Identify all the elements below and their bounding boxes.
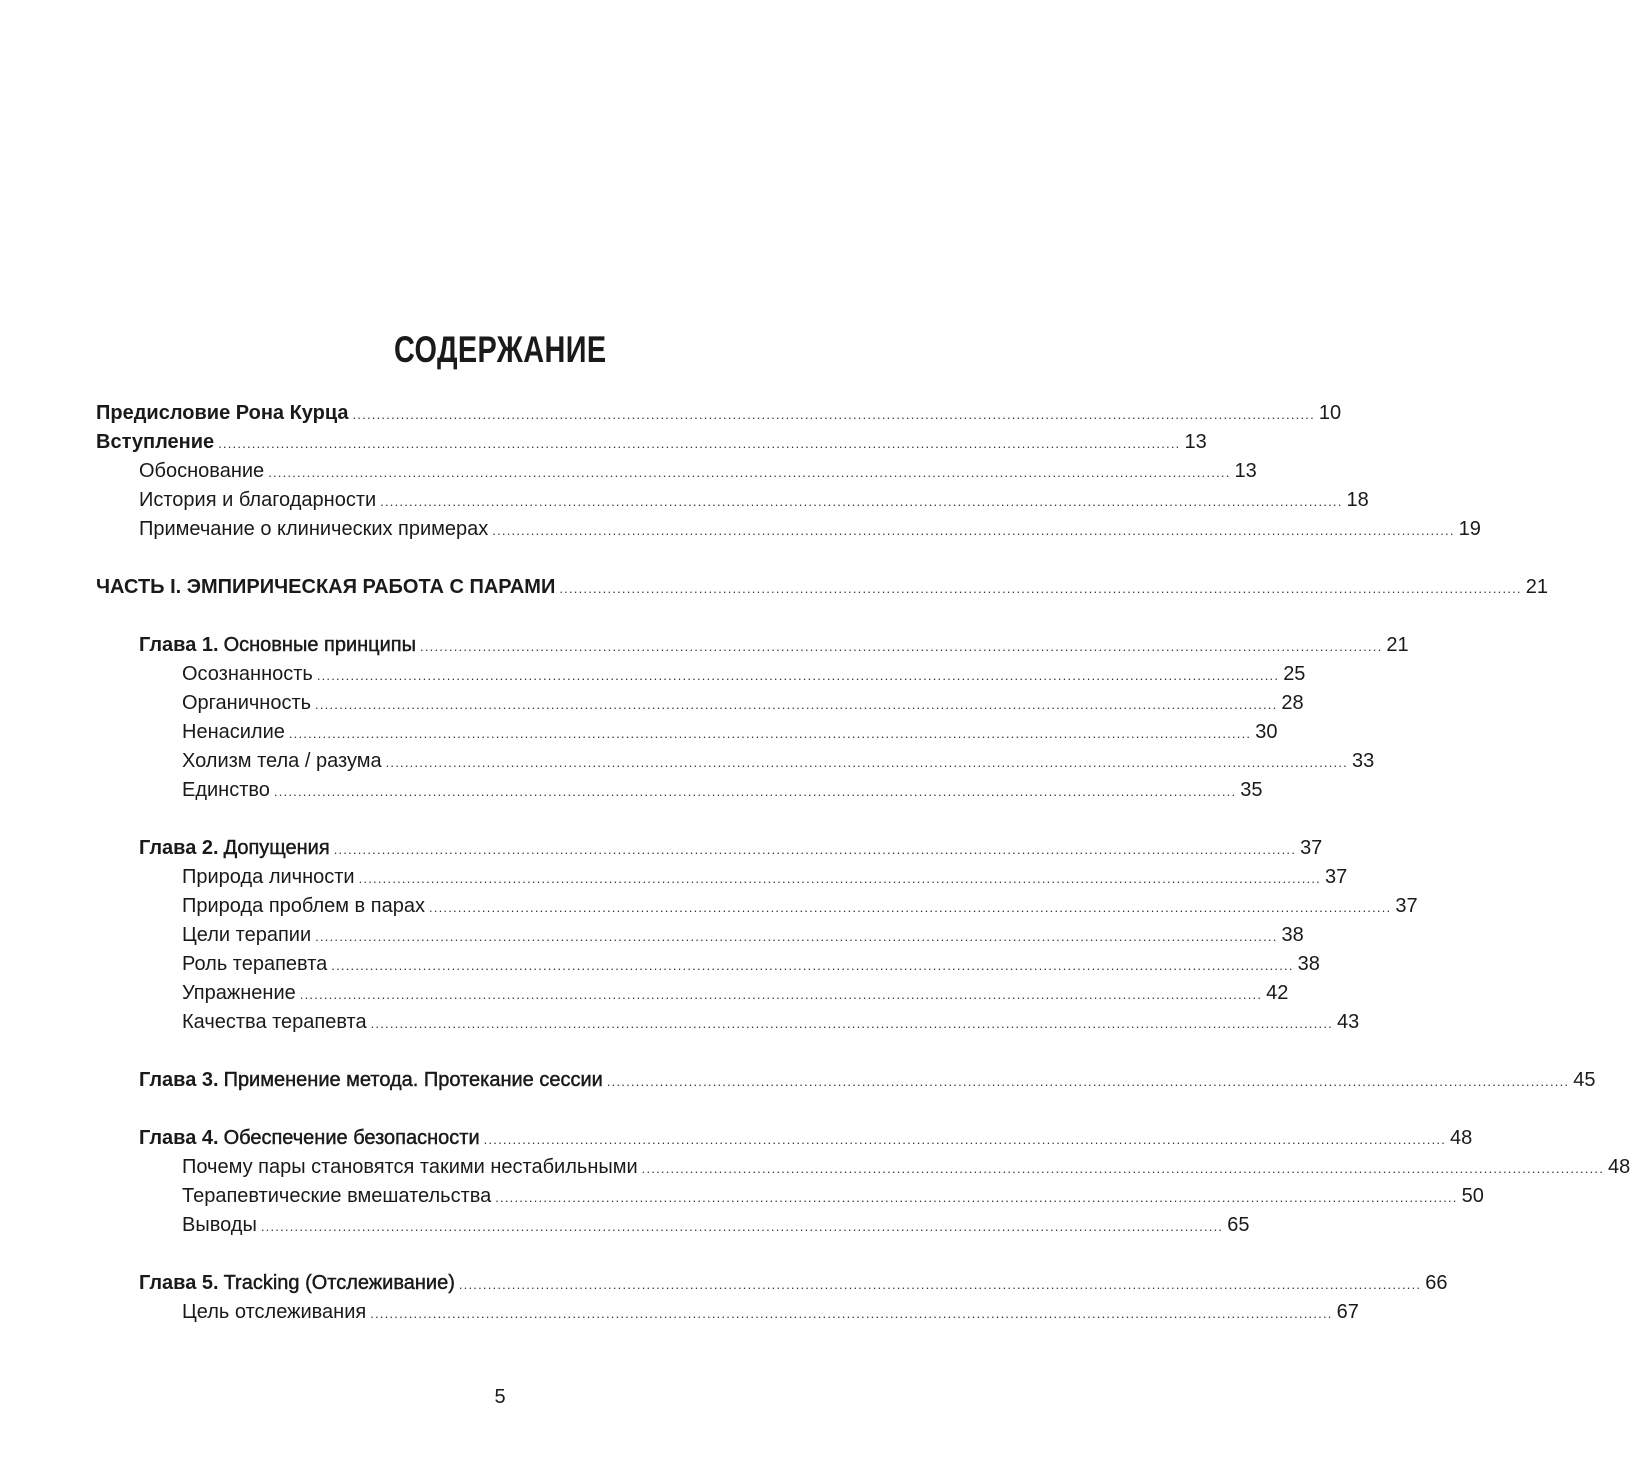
dot-leader: ........................................................................................................................................................................................................ — [370, 1016, 1333, 1031]
dot-leader: ........................................................................................................................................................................................................ — [268, 465, 1231, 480]
dot-leader: ........................................................................................................................................................................................................ — [333, 842, 1297, 857]
entry-page-number: 50 — [1461, 1185, 1484, 1207]
entry-page-number: 48 — [1608, 1156, 1630, 1178]
toc-entry[interactable] — [96, 515, 1481, 544]
table-of-contents — [96, 399, 1630, 1356]
chapter-label: Глава 5. — [139, 1272, 219, 1294]
entry-page-number: 37 — [1300, 837, 1323, 859]
dot-leader: ........................................................................................................................................................................................................ — [606, 1074, 1570, 1089]
entry-title: Роль терапевта — [182, 953, 328, 975]
entry-title: Терапевтические вмешательства — [182, 1185, 492, 1207]
chapter-label: Глава 4. — [139, 1127, 219, 1149]
toc-group — [96, 631, 1409, 805]
entry-title: Осознанность — [182, 663, 313, 685]
entry-title: Органичность — [182, 692, 312, 714]
dot-leader: ........................................................................................................................................................................................................ — [299, 987, 1263, 1002]
toc-entry[interactable] — [96, 1008, 1360, 1037]
entry-page-number: 19 — [1458, 518, 1481, 540]
entry-title: Обеспечение безопасности — [223, 1127, 480, 1149]
entry-title: Цель отслеживания — [182, 1301, 367, 1323]
toc-entry[interactable] — [96, 863, 1348, 892]
toc-entry[interactable] — [96, 457, 1257, 486]
toc-entry[interactable] — [96, 1298, 1359, 1327]
toc-entry[interactable] — [96, 892, 1418, 921]
entry-page-number: 30 — [1255, 721, 1278, 743]
dot-leader: ........................................................................................................................................................................................................ — [428, 900, 1392, 915]
toc-group — [96, 1066, 1596, 1095]
chapter-label: Глава 3. — [139, 1069, 219, 1091]
entry-page-number: 38 — [1281, 924, 1304, 946]
entry-title: Tracking (Отслеживание) — [223, 1272, 455, 1294]
toc-entry[interactable] — [96, 718, 1278, 747]
page-title: СОДЕРЖАНИЕ — [393, 329, 607, 370]
dot-leader: ........................................................................................................................................................................................................ — [273, 784, 1237, 799]
dot-leader: ........................................................................................................................................................................................................ — [315, 929, 1278, 944]
toc-group — [96, 1124, 1630, 1240]
toc-group — [96, 1269, 1448, 1327]
entry-title: Предисловие Рона Курца — [96, 402, 349, 424]
dot-leader: ........................................................................................................................................................................................................ — [483, 1132, 1447, 1147]
entry-page-number: 38 — [1297, 953, 1320, 975]
entry-title: История и благодарности — [139, 489, 377, 511]
entry-title: Обоснование — [139, 460, 265, 482]
dot-leader: ........................................................................................................................................................................................................ — [559, 581, 1522, 596]
toc-entry[interactable] — [96, 573, 1548, 602]
dot-leader: ........................................................................................................................................................................................................ — [315, 697, 1278, 712]
entry-title: Применение метода. Протекание сессии — [223, 1069, 603, 1091]
entry-title: Цели терапии — [182, 924, 312, 946]
dot-leader: ........................................................................................................................................................................................................ — [288, 726, 1252, 741]
toc-entry[interactable] — [96, 486, 1369, 515]
dot-leader: ........................................................................................................................................................................................................ — [316, 668, 1280, 683]
entry-page-number: 37 — [1324, 866, 1348, 888]
entry-title: Вступление — [96, 431, 215, 453]
toc-entry[interactable] — [96, 921, 1304, 950]
entry-title: Природа проблем в парах — [182, 895, 425, 917]
entry-page-number: 21 — [1525, 576, 1548, 598]
entry-page-number: 21 — [1386, 634, 1409, 656]
entry-title: Примечание о клинических примерах — [139, 518, 489, 540]
entry-page-number: 25 — [1283, 663, 1306, 685]
entry-title: Ненасилие — [182, 721, 285, 743]
toc-entry[interactable] — [96, 1211, 1250, 1240]
toc-entry[interactable] — [96, 979, 1289, 1008]
toc-entry[interactable] — [96, 747, 1375, 776]
entry-page-number: 33 — [1351, 750, 1375, 772]
entry-title: Выводы — [182, 1214, 257, 1236]
entry-page-number: 67 — [1336, 1301, 1359, 1323]
toc-entry[interactable] — [96, 1153, 1630, 1182]
dot-leader: ........................................................................................................................................................................................................ — [331, 958, 1294, 973]
entry-title: ЧАСТЬ I. ЭМПИРИЧЕСКАЯ РАБОТА С ПАРАМИ — [96, 576, 556, 598]
entry-page-number: 37 — [1395, 895, 1418, 917]
dot-leader: ........................................................................................................................................................................................................ — [352, 407, 1315, 422]
entry-title: Холизм тела / разума — [182, 750, 382, 772]
toc-group — [96, 573, 1548, 602]
entry-page-number: 10 — [1318, 402, 1342, 424]
entry-page-number: 35 — [1240, 779, 1263, 801]
chapter-label: Глава 1. — [139, 634, 219, 656]
toc-entry[interactable] — [96, 428, 1207, 457]
dot-leader: ........................................................................................................................................................................................................ — [358, 871, 1321, 886]
toc-entry[interactable] — [96, 689, 1304, 718]
entry-page-number: 18 — [1346, 489, 1369, 511]
dot-leader: ........................................................................................................................................................................................................ — [385, 755, 1348, 770]
toc-entry[interactable] — [96, 660, 1306, 689]
dot-leader: ........................................................................................................................................................................................................ — [458, 1277, 1422, 1292]
entry-page-number: 66 — [1425, 1272, 1448, 1294]
entry-title: Допущения — [223, 837, 330, 859]
entry-title: Единство — [182, 779, 270, 801]
toc-chapter-entry[interactable] — [96, 1269, 1448, 1298]
entry-page-number: 43 — [1337, 1011, 1360, 1033]
entry-title: Почему пары становятся такими нестабильными — [182, 1156, 638, 1178]
toc-group — [96, 399, 1481, 544]
dot-leader: ........................................................................................................................................................................................................ — [380, 494, 1343, 509]
toc-entry[interactable] — [96, 399, 1342, 428]
dot-leader: ........................................................................................................................................................................................................ — [218, 436, 1181, 451]
entry-page-number: 65 — [1227, 1214, 1250, 1236]
entry-page-number: 13 — [1184, 431, 1207, 453]
entry-title: Природа личности — [182, 866, 355, 888]
toc-entry[interactable] — [96, 776, 1263, 805]
entry-page-number: 28 — [1281, 692, 1304, 714]
dot-leader: ........................................................................................................................................................................................................ — [420, 639, 1383, 654]
dot-leader: ........................................................................................................................................................................................................ — [495, 1190, 1458, 1205]
dot-leader: ........................................................................................................................................................................................................ — [260, 1219, 1224, 1234]
toc-entry[interactable] — [96, 950, 1320, 979]
toc-chapter-entry[interactable] — [96, 834, 1323, 863]
toc-chapter-entry[interactable] — [96, 631, 1409, 660]
toc-chapter-entry[interactable] — [96, 1124, 1473, 1153]
chapter-label: Глава 2. — [139, 837, 219, 859]
entry-title: Основные принципы — [223, 634, 417, 656]
entry-page-number: 13 — [1234, 460, 1257, 482]
entry-title: Качества терапевта — [182, 1011, 367, 1033]
toc-entry[interactable] — [96, 1182, 1484, 1211]
dot-leader: ........................................................................................................................................................................................................ — [641, 1161, 1605, 1176]
entry-page-number: 45 — [1573, 1069, 1596, 1091]
dot-leader: ........................................................................................................................................................................................................ — [492, 523, 1455, 538]
toc-group — [96, 834, 1418, 1037]
entry-title: Упражнение — [182, 982, 296, 1004]
entry-page-number: 48 — [1450, 1127, 1473, 1149]
entry-page-number: 42 — [1266, 982, 1289, 1004]
page-number: 5 — [494, 1386, 506, 1408]
dot-leader: ........................................................................................................................................................................................................ — [370, 1306, 1333, 1321]
toc-chapter-entry[interactable] — [96, 1066, 1596, 1095]
